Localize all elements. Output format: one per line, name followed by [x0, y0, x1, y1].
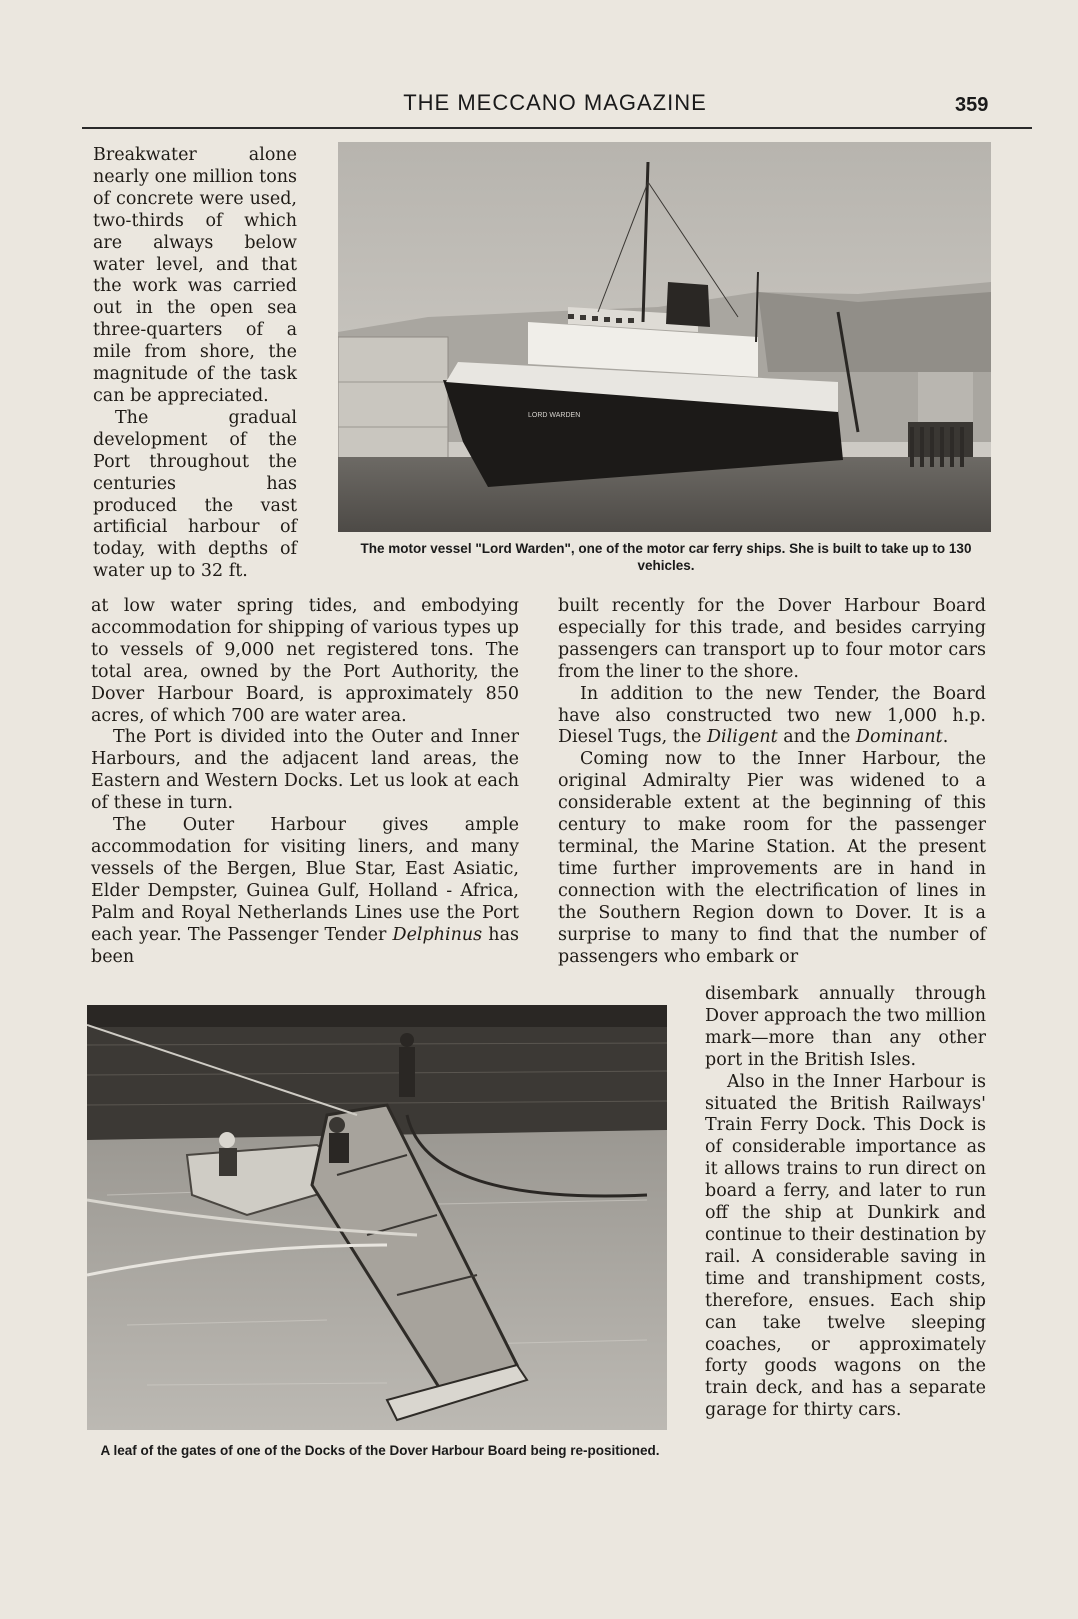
- paragraph: built recently for the Dover Harbour Board especially for this trade, and besides carrying passengers can transport up to four motor cars from the liner to the shore.: [558, 596, 986, 682]
- dock-gate-illustration: [87, 1005, 667, 1430]
- paragraph: Breakwater alone nearly one million tons of concrete were used, two-thirds of which are always below water level, and that the work was carried out in the open sea three-quarters of a mile from shore, the magnitude of the task can be appreciated.: [93, 145, 297, 406]
- right-column-top: [558, 596, 986, 968]
- magazine-title: THE MECCANO MAGAZINE: [403, 90, 707, 115]
- ferry-photo-caption: The motor vessel "Lord Warden", one of the motor car ferry ships. She is built to take up to 130 vehicles.: [360, 541, 972, 573]
- tug-name: Diligent: [706, 727, 778, 748]
- text-span: and the: [777, 727, 856, 748]
- ship-hull-name: LORD WARDEN: [528, 412, 581, 419]
- text-span: has been: [91, 924, 519, 967]
- paragraph: disembark annually through Dover approach the two million mark—more than any other port in the British Isles.: [705, 984, 986, 1070]
- paragraph: Coming now to the Inner Harbour, the original Admiralty Pier was widened to a considerable extent at the beginning of this century to make room for the passenger terminal, the Marine Station. At the present time further improvements are in hand in connection with the electrification of lines in the Southern Region down to Dover. It is a surprise to many to find that the number of passengers who embark or: [558, 749, 986, 967]
- text-span: In addition to the new Tender, the Board have also constructed two new 1,000 h.p. Diesel Tugs, the: [558, 683, 986, 748]
- paragraph: The Port is divided into the Outer and Inner Harbours, and the adjacent land areas, the Eastern and Western Docks. Let us look at each of these in turn.: [91, 727, 519, 814]
- text-span: The Outer Harbour gives ample accommodation for visiting liners, and many vessels of the Bergen, Blue Star, East Asiatic, Elder Dempster, Guinea Gulf, Holland - Africa, Palm and Royal Netherlands Lines use the Port each year. The Passenger Tender: [91, 815, 519, 945]
- dock-gate-photo: [87, 1005, 667, 1430]
- ferry-photo-illustration: [338, 142, 991, 532]
- tug-name: Dominant: [855, 727, 943, 748]
- left-column-top: [93, 145, 297, 583]
- left-column-bottom: [91, 596, 519, 968]
- paragraph: [91, 815, 519, 968]
- dock-gate-photo-caption: A leaf of the gates of one of the Docks of the Dover Harbour Board being re-positioned.: [100, 1443, 660, 1458]
- page-number: 359: [955, 94, 989, 116]
- vessel-name: Delphinus: [392, 924, 483, 945]
- right-column-bottom: [705, 984, 986, 1422]
- ferry-photo: [338, 142, 991, 532]
- paragraph: The gradual development of the Port throughout the centuries has produced the vast artificial harbour of today, with depths of water up to 32 ft.: [93, 407, 297, 582]
- paragraph: [558, 684, 986, 750]
- paragraph: at low water spring tides, and embodying accommodation for shipping of various types up to vessels of 9,000 net registered tons. The total area, owned by the Port Authority, the Dover Harbour Board, is approximately 850 acres, of which 700 are water area.: [91, 596, 519, 726]
- header-rule: [82, 127, 1032, 129]
- paragraph: Also in the Inner Harbour is situated the British Railways' Train Ferry Dock. This Dock is of considerable importance as it allows trains to run direct on board a ferry, and later to run off the ship at Dunkirk and continue to their destination by rail. A considerable saving in time and transhipment costs, therefore, ensues. Each ship can take twelve sleeping coaches, or approximately forty goods wagons on the train deck, and has a separate garage for thirty cars.: [705, 1071, 986, 1421]
- text-span: .: [942, 727, 949, 748]
